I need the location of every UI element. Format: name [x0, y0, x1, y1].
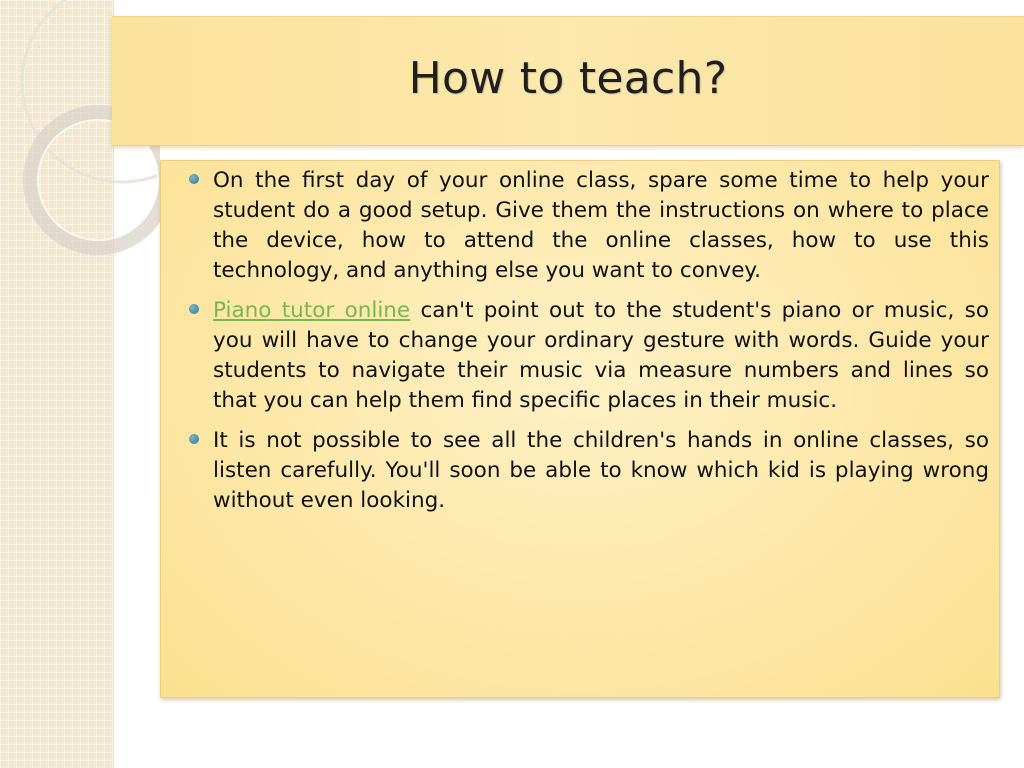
bullet-dot-icon: [189, 174, 199, 184]
piano-tutor-link[interactable]: Piano tutor online: [213, 298, 411, 323]
bullet-item: [189, 166, 989, 286]
bullet-dot-icon: [189, 304, 199, 314]
slide-title: How to teach?: [408, 52, 728, 104]
bullet-dot-icon: [189, 434, 199, 444]
content-box: [160, 160, 1000, 698]
bullet-text: can't point out to the student's piano or music, so you will have to change your ordinary gesture with words. Guide your students to navigate their music via measure numbers and lines so that you can help them find specific places in their music.: [213, 298, 989, 413]
bullet-item: [189, 296, 989, 416]
title-banner: [112, 16, 1024, 146]
bullet-text: On the first day of your online class, spare some time to help your student do a good setup. Give them the instructions on where to place the device, how to attend the online classes, how to use this technology, and anything else you want to convey.: [213, 168, 989, 283]
bullet-text: It is not possible to see all the children's hands in online classes, so listen carefully. You'll soon be able to know which kid is playing wrong without even looking.: [213, 428, 989, 513]
bullet-list: [161, 161, 999, 516]
bullet-item: [189, 426, 989, 516]
